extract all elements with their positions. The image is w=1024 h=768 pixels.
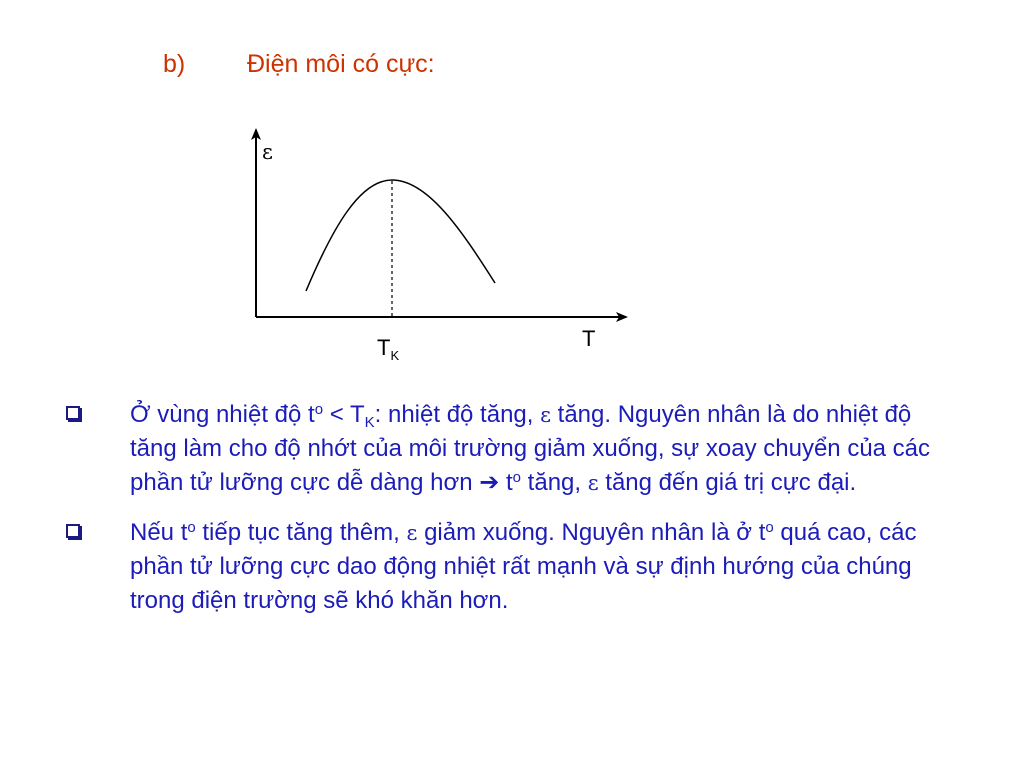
epsilon-symbol: ε bbox=[406, 521, 418, 545]
bullet-text: tăng, bbox=[521, 469, 588, 496]
right-arrow-icon: ➔ bbox=[479, 469, 500, 496]
bullet-item bbox=[0, 516, 960, 618]
epsilon-symbol: ε bbox=[540, 403, 551, 427]
bullet-text: < T bbox=[323, 401, 365, 428]
bullet-text: Nếu t bbox=[130, 519, 188, 546]
degree-superscript: o bbox=[512, 469, 522, 486]
epsilon-symbol: ε bbox=[587, 471, 599, 495]
bullet-text: tăng. Nguyên nhân là do nhiệt độ tăng làm cho độ nhớt của môi trường giảm xuống, sự xoay chuyển của các phần tử lưỡng cực dễ dàng hơn bbox=[130, 401, 931, 496]
degree-superscript: o bbox=[314, 401, 324, 418]
degree-superscript: o bbox=[187, 519, 196, 536]
x-axis-label: T bbox=[582, 326, 596, 351]
bullet-text: t bbox=[499, 469, 513, 496]
heading-title: Điện môi có cực: bbox=[247, 50, 435, 78]
heading-number: b) bbox=[163, 50, 186, 78]
bullet-text: tăng đến giá trị cực đại. bbox=[598, 469, 857, 496]
bullet-text: giảm xuống. Nguyên nhân là ở t bbox=[417, 519, 766, 546]
peak-label-subscript: K bbox=[390, 348, 400, 363]
permittivity-curve bbox=[306, 180, 495, 291]
y-axis-label: ε bbox=[262, 140, 273, 164]
hollow-square-bullet-icon bbox=[66, 524, 80, 538]
bullet-text: quá cao, các phần tử lưỡng cực dao động nhiệt rất mạnh và sự định hướng của chúng trong điện trường sẽ khó khăn hơn. bbox=[130, 519, 917, 614]
bullet-text: : nhiệt độ tăng, bbox=[374, 401, 541, 428]
bullet-item bbox=[0, 398, 960, 500]
degree-superscript: o bbox=[765, 519, 774, 536]
k-subscript: K bbox=[364, 414, 375, 431]
bullet-text: tiếp tục tăng thêm, bbox=[195, 519, 407, 546]
hollow-square-bullet-icon bbox=[66, 406, 80, 420]
peak-label-main: T bbox=[377, 335, 391, 360]
peak-temperature-label bbox=[377, 337, 399, 362]
bullet-text: Ở vùng nhiệt độ t bbox=[130, 401, 315, 428]
bullet-list bbox=[0, 398, 1024, 618]
